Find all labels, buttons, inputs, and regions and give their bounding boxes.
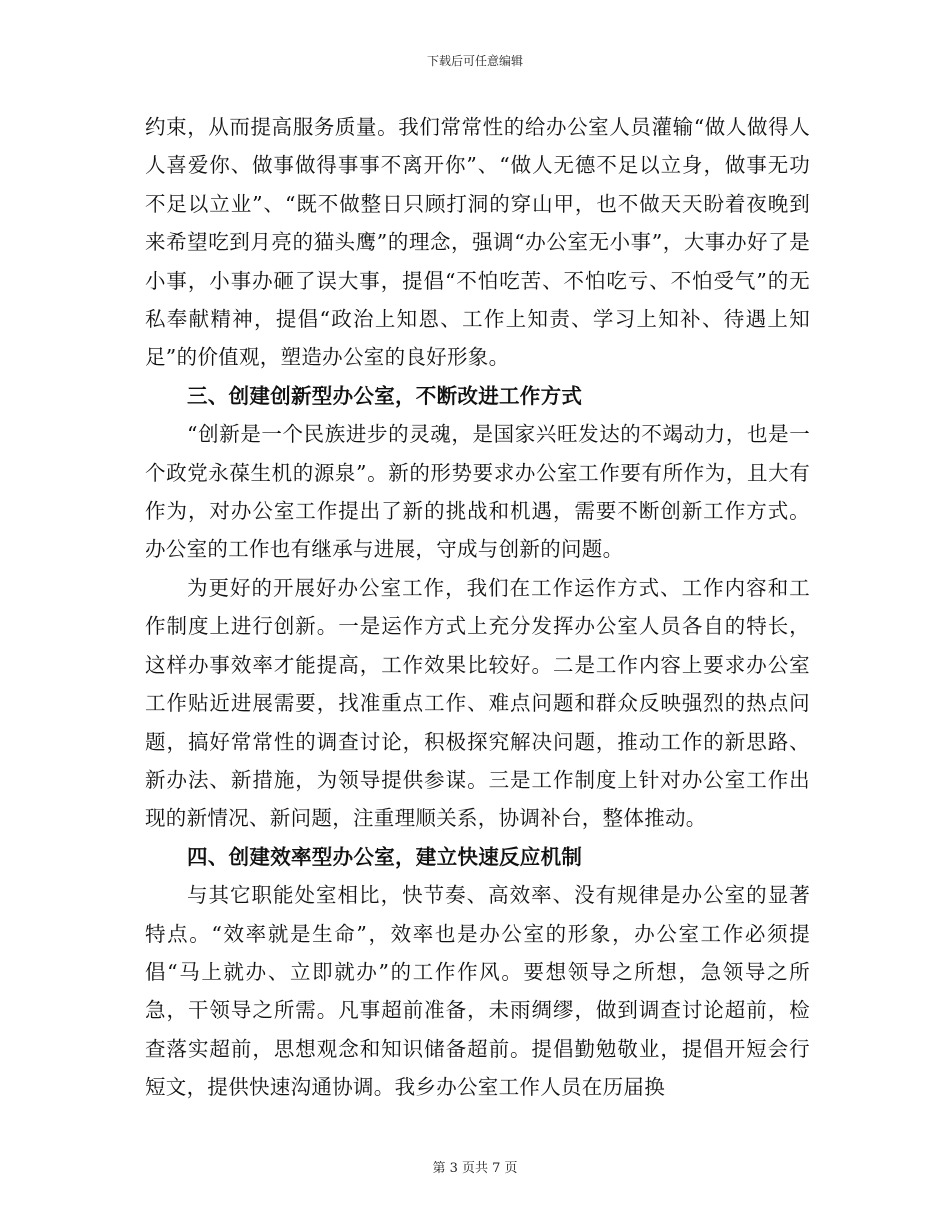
paragraph-innovation-measures: 为更好的开展好办公室工作，我们在工作运作方式、工作内容和工作制度上进行创新。一是运作方式上充分发挥办公室人员各自的特长，这样办事效率才能提高，工作效果比较好。二是工作内容上要求办公室工作贴近进展需要，找准重点工作、难点问题和群众反映强烈的热点问题，搞好常常性的调查讨论，积极探究解决问题，推动工作的新思路、新办法、新措施，为领导提供参谋。三是工作制度上针对办公室工作出现的新情况、新问题，注重理顺关系，协调补台，整体推动。 [145, 575, 810, 831]
section-heading-3: 三、创建创新型办公室，不断改进工作方式 [187, 383, 583, 408]
page-number: 第 3 页共 7 页 [432, 1161, 518, 1176]
page-header: 下载后可任意编辑 [426, 54, 523, 68]
paragraph-continued: 约束，从而提高服务质量。我们常常性的给办公室人员灌输“做人做得人人喜爱你、做事做得事事不离开你”、“做人无德不足以立身，做事无功不足以立业”、“既不做整日只顾打洞的穿山甲，也不做天天盼着夜晚到来希望吃到月亮的猫头鹰”的理念，强调“办公室无小事”，大事办好了是小事，小事办砸了误大事，提倡“不怕吃苦、不怕吃亏、不怕受气”的无私奉献精神，提倡“政治上知恩、工作上知责、学习上知补、待遇上知足”的价值观，塑造办公室的良好形象。 [145, 115, 810, 370]
section-heading-4: 四、创建效率型办公室，建立快速反应机制 [187, 844, 583, 869]
document-body [145, 108, 810, 1107]
paragraph-efficiency: 与其它职能处室相比，快节奏、高效率、没有规律是办公室的显著特点。“效率就是生命”，效率也是办公室的形象，办公室工作必须提倡“马上就办、立即就办”的工作作风。要想领导之所想，急领导之所急，干领导之所需。凡事超前准备，未雨绸缪，做到调查讨论超前，检查落实超前，思想观念和知识储备超前。提倡勤勉敬业，提倡开短会行短文，提供快速沟通协调。我乡办公室工作人员在历届换 [145, 883, 810, 1100]
paragraph-innovation-quote: “创新是一个民族进步的灵魂，是国家兴旺发达的不竭动力，也是一个政党永葆生机的源泉”。新的形势要求办公室工作要有所作为，且大有作为，对办公室工作提出了新的挑战和机遇，需要不断创新工作方式。办公室的工作也有继承与进展，守成与创新的问题。 [145, 422, 810, 562]
